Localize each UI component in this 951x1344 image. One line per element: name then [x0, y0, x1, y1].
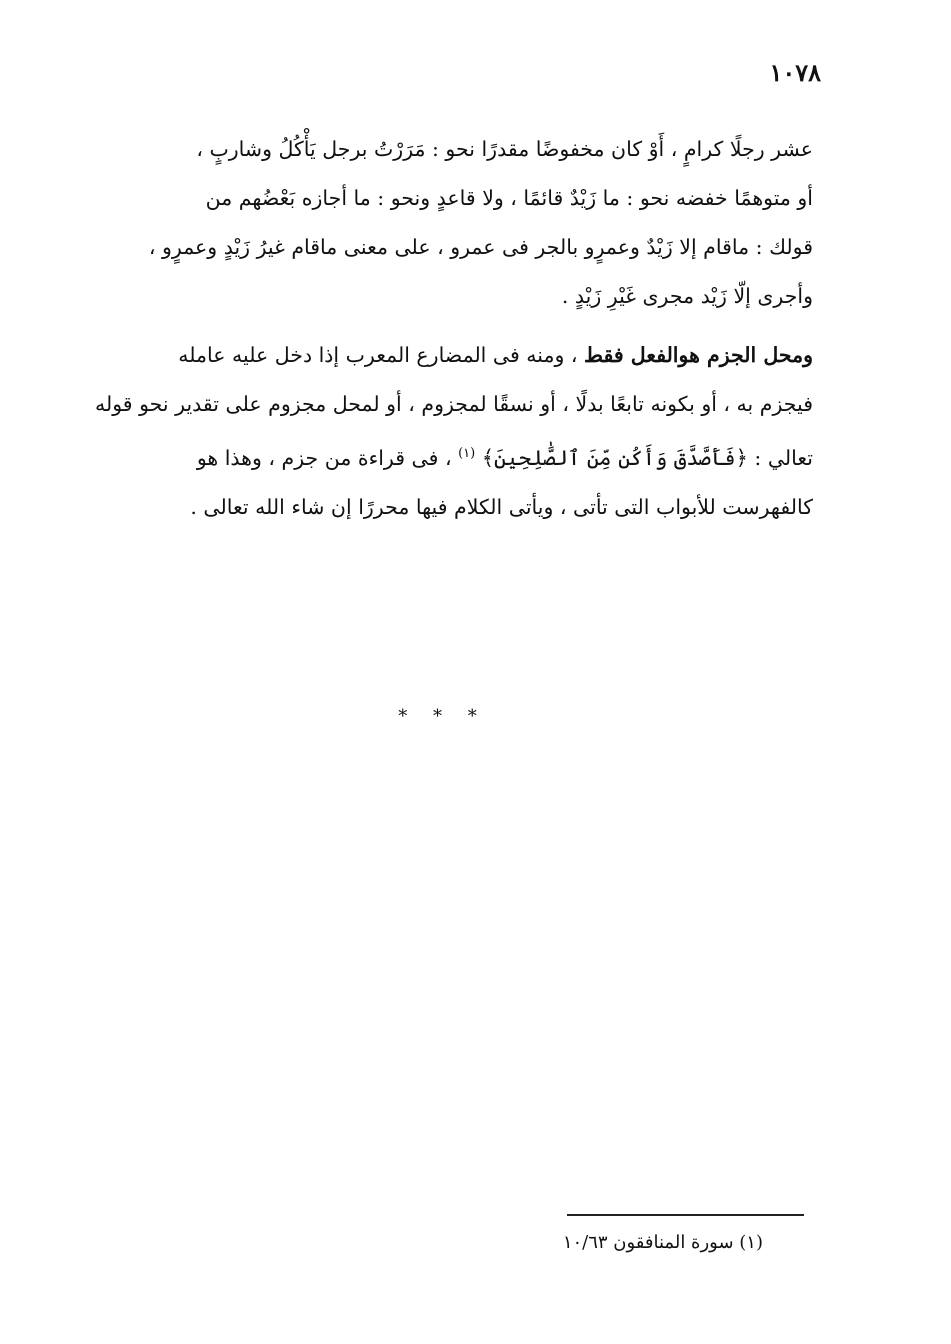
- body-text: [94, 125, 813, 532]
- text-line: كالفهرست للأبواب التى تأتى ، ويأتى الكلام فيها محررًا إن شاء الله تعالى .: [190, 494, 813, 519]
- text-line: [118, 429, 813, 483]
- page-number: ١٠٧٨: [769, 58, 821, 87]
- section-separator: * * *: [398, 706, 487, 727]
- text-line: [118, 331, 813, 380]
- text-line: وأجرى إلّا زَيْد مجرى غَيْرِ زَيْدٍ .: [561, 284, 813, 308]
- footnote-divider: [567, 1214, 804, 1216]
- paragraph-1: [118, 125, 813, 321]
- footnote-reference: (١): [458, 446, 476, 461]
- text-run: ، فى قراءة من جزم ، وهذا هو: [196, 445, 459, 470]
- bold-heading-phrase: ومحل الجزم هوالفعل فقط: [584, 343, 813, 367]
- paragraph-2: [94, 331, 813, 532]
- text-line: فيجزم به ، أو بكونه تابعًا بدلًا ، أو نسقًا لمجزوم ، أو لمحل مجزوم على تقدير نحو قوله: [94, 392, 813, 416]
- text-line: قولك : ماقام إلا زَيْدٌ وعمرٍو بالجر فى عمرو ، على معنى ماقام غيرُ زَيْدٍ وعمرٍو ،: [148, 235, 813, 259]
- text-run: تعالي :: [747, 445, 813, 470]
- text-line: أو متوهمًا خفضه نحو : ما زَيْدٌ قائمًا ، ولا قاعدٍ ونحو : ما أجازه بَعْضُهم من: [205, 186, 813, 210]
- text-run: ، ومنه فى المضارع المعرب إذا دخل عليه عامله: [178, 343, 585, 367]
- text-line: عشر رجلًا كرامٍ ، أَوْ كان مخفوضًا مقدرًا نحو : مَرَرْتُ برجل يَأْكُلُ وشاربٍ ،: [196, 137, 813, 161]
- footnote: (١) سورة المنافقون ١٠/٦٣: [562, 1232, 763, 1253]
- quran-verse: ﴿فَأَصَّدَّقَ وَأَكُن مِّنَ ٱلصَّٰلِحِينَ﴾: [481, 445, 748, 470]
